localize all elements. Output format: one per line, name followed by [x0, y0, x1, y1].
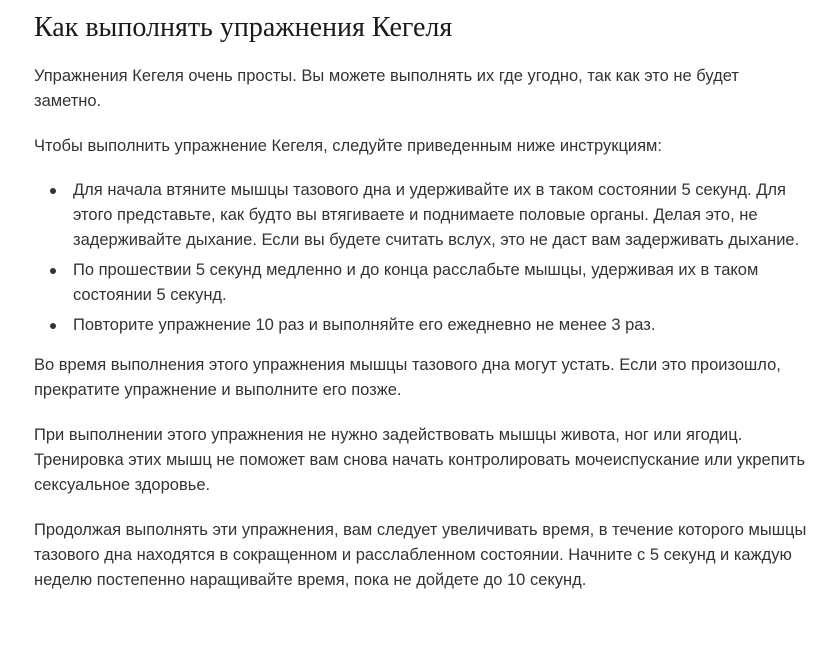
progression-paragraph: Продолжая выполнять эти упражнения, вам следует увеличивать время, в течение которого мышцы тазового дна находятся в сокращенном и расслабленном состоянии. Начните с 5 секунд и каждую неделю постепенно наращивайте время, пока не дойдете до 10 секунд. — [34, 521, 807, 589]
step-text: По прошествии 5 секунд медленно и до конца расслабьте мышцы, удерживая их в таком состоянии 5 секунд. — [73, 261, 759, 304]
intro-paragraph: Упражнения Кегеля очень просты. Вы можете выполнять их где угодно, так как это не будет заметно. — [34, 67, 739, 110]
bullet-icon — [50, 323, 56, 329]
instructions-lead-paragraph: Чтобы выполнить упражнение Кегеля, следуйте приведенным ниже инструкциям: — [34, 137, 662, 155]
step-text: Для начала втяните мышцы тазового дна и удерживайте их в таком состоянии 5 секунд. Для этого представьте, как будто вы втягиваете и поднимаете половые органы. Делая это, не задерживайте дыхание. Если вы будете считать вслух, это не даст вам задерживать дыхание. — [73, 181, 800, 249]
step-text: Повторите упражнение 10 раз и выполняйте его ежедневно не менее 3 раз. — [73, 316, 656, 334]
instruction-steps-list — [34, 178, 810, 338]
list-item-step-1 — [73, 178, 810, 253]
article — [34, 0, 810, 593]
muscles-note-paragraph: При выполнении этого упражнения не нужно задействовать мышцы живота, ног или ягодиц. Тренировка этих мышц не поможет вам снова начать контролировать мочеиспускание или укрепить сексуальное здоровье. — [34, 426, 806, 494]
bullet-icon — [50, 268, 56, 274]
fatigue-paragraph: Во время выполнения этого упражнения мышцы тазового дна могут устать. Если это произошло, прекратите упражнение и выполните его позже. — [34, 356, 781, 399]
bullet-icon — [50, 188, 56, 194]
list-item-step-2 — [73, 258, 810, 308]
article-title: Как выполнять упражнения Кегеля — [34, 12, 453, 43]
list-item-step-3 — [73, 313, 810, 338]
